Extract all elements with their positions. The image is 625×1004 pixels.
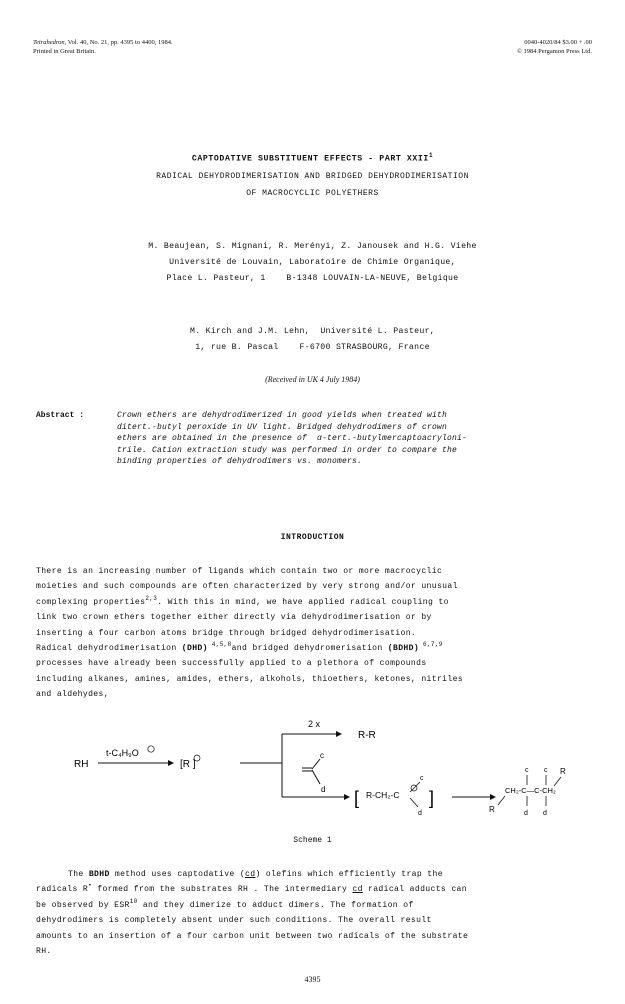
affiliation-2: 1, rue B. Pascal F-6700 STRASBOURG, France bbox=[195, 343, 430, 352]
text-line: RH. bbox=[36, 947, 52, 957]
intro-paragraph-2 bbox=[36, 867, 596, 959]
authors-group-2 bbox=[0, 324, 625, 356]
journal-citation bbox=[33, 38, 173, 56]
text-span: ) olefins which efficiently trap the bbox=[255, 870, 443, 879]
text-line: dehydrodimers is completely absent under such conditions. The overall result bbox=[36, 916, 432, 926]
affiliation-line-1: Université de Louvain, Laboratoire de Chimie Organique, bbox=[169, 258, 456, 267]
abbrev-dhd: (DHD) bbox=[181, 644, 208, 654]
text-line: moieties and such compounds are often characterized by very strong and/or unusual bbox=[36, 582, 458, 592]
reaction-scheme bbox=[60, 714, 580, 824]
product-bond bbox=[554, 777, 561, 786]
radical-dot-icon: • bbox=[88, 882, 93, 890]
citation-sup: 10 bbox=[129, 897, 138, 905]
text-span: radical adducts can bbox=[362, 885, 467, 895]
authors-group-1 bbox=[0, 239, 625, 287]
affiliation-line-2: Place L. Pasteur, 1 B-1348 LOUVAIN-LA-NEUVE, Belgique bbox=[166, 274, 459, 283]
copyright: © 1984 Pergamon Press Ltd. bbox=[516, 48, 592, 55]
abstract-body bbox=[117, 410, 592, 468]
abstract-label: Abstract : bbox=[36, 411, 85, 420]
section-heading-introduction: INTRODUCTION bbox=[280, 533, 345, 542]
abbrev-bdhd: (BDHD) bbox=[387, 644, 420, 654]
text-line bbox=[36, 641, 596, 656]
bracket-close: ] bbox=[429, 788, 435, 808]
text-span: formed from the substrates RH . The intermediary bbox=[92, 885, 353, 895]
reagent-label: t-C₄H₉O bbox=[106, 748, 139, 758]
text-span: be observed by ESR bbox=[36, 900, 130, 910]
text-span: complexing properties bbox=[36, 597, 146, 607]
text-line: including alkanes, amines, amides, ethers, alkohols, thioethers, ketones, nitriles bbox=[36, 674, 463, 684]
adduct-bond bbox=[410, 798, 418, 807]
text-span: and they dimerize to adduct dimers. The formation of bbox=[137, 900, 414, 910]
donor-label: d bbox=[321, 785, 326, 794]
title-footnote: 1 bbox=[428, 152, 434, 159]
product-d-label: d bbox=[524, 810, 528, 817]
journal-volume: , Vol. 40, No. 21, pp. 4395 to 4400, 1984. bbox=[64, 39, 173, 46]
olefin-bond bbox=[312, 770, 320, 784]
abbrev-bdhd: BDHD bbox=[88, 870, 110, 879]
product-bond bbox=[498, 796, 505, 805]
text-line bbox=[36, 898, 596, 913]
printed-in: Printed in Great Britain. bbox=[33, 48, 96, 55]
text-line bbox=[36, 882, 596, 897]
radical-dot-icon bbox=[148, 746, 154, 752]
abbrev-cd: cd bbox=[352, 885, 363, 895]
dimer-product: R-R bbox=[358, 730, 376, 741]
product-r-bottom: R bbox=[489, 805, 495, 814]
abstract-line: binding properties of dehydrodimers vs. monomers. bbox=[117, 457, 363, 466]
olefin-bond bbox=[312, 759, 320, 769]
text-span: and bridged dehydromerisation bbox=[231, 644, 388, 654]
product-c-label: c bbox=[544, 767, 548, 774]
text-span: . With this in mind, we have applied radical coupling to bbox=[157, 597, 449, 607]
text-line bbox=[36, 867, 596, 882]
adduct-d-label: d bbox=[418, 810, 422, 817]
radical-dot-icon bbox=[194, 755, 200, 761]
final-product: CH₂-C—C-CH₂ bbox=[505, 786, 556, 795]
reactant-rh: RH bbox=[74, 759, 89, 770]
text-span: method uses captodative ( bbox=[109, 870, 246, 879]
product-c-label: c bbox=[525, 767, 529, 774]
adduct-c-label: c bbox=[420, 775, 424, 782]
received-date: (Received in UK 4 July 1984) bbox=[265, 375, 360, 384]
arrow-head bbox=[344, 794, 350, 800]
product-r-top: R bbox=[560, 767, 566, 776]
product-d-label: d bbox=[543, 810, 547, 817]
author-names-2: M. Kirch and J.M. Lehn, Université L. Pasteur, bbox=[189, 327, 436, 336]
scheme-caption: Scheme 1 bbox=[293, 836, 332, 845]
citation-sup: 6,7,9 bbox=[419, 641, 443, 649]
text-line: inserting a four carbon atoms bridge through bridged dehydrodimerisation. bbox=[36, 628, 417, 638]
citation-sup: 4,5,8 bbox=[207, 641, 232, 649]
text-span: The bbox=[68, 870, 89, 879]
abstract-line: trile. Cation extraction study was performed in order to compare the bbox=[117, 445, 458, 455]
abstract-line: Crown ethers are dehydrodimerized in good yields when treated with bbox=[117, 411, 448, 420]
radical-intermediate: [R ] bbox=[180, 759, 196, 770]
journal-name: Tetrahedron bbox=[33, 39, 65, 46]
text-line: amounts to an insertion of a four carbon unit between two radicals of the substrate bbox=[36, 931, 469, 941]
price-code: 0040-4020/84 $3.00 + .00 bbox=[524, 39, 592, 46]
text-line bbox=[36, 595, 596, 610]
publisher-info bbox=[517, 38, 592, 56]
paper-title bbox=[0, 152, 625, 164]
abbrev-cd: cd bbox=[245, 870, 256, 879]
arrow-head bbox=[490, 794, 496, 800]
arrow-head bbox=[168, 760, 174, 766]
text-span: Radical dehydrodimerisation bbox=[36, 644, 182, 654]
text-line: There is an increasing number of ligands which contain two or more macrocyclic bbox=[36, 567, 443, 576]
title-line-2: RADICAL DEHYDRODIMERISATION AND BRIDGED DEHYDRODIMERISATION bbox=[156, 172, 469, 181]
text-span: radicals R bbox=[36, 885, 89, 895]
abstract-line: ditert.-butyl peroxide in UV light. Bridged dehydrodimers of crown bbox=[117, 422, 448, 432]
author-names: M. Beaujean, S. Mignani, R. Merényi, Z. Janousek and H.G. Viehe bbox=[148, 242, 477, 251]
citation-sup: 2,3 bbox=[145, 594, 158, 602]
bracket-open: [ bbox=[354, 788, 360, 808]
intro-paragraph-1 bbox=[36, 564, 596, 703]
text-line: link two crown ethers together either directly via dehydrodimerisation or by bbox=[36, 613, 432, 623]
abstract-line: ethers are obtained in the presence of α-tert.-butylmercaptoacryloni- bbox=[117, 434, 468, 443]
page-number: 4395 bbox=[304, 975, 321, 984]
title-line-3: OF MACROCYCLIC POLYETHERS bbox=[246, 189, 379, 198]
dimer-count: 2 x bbox=[308, 719, 321, 729]
text-line: processes have already been successfully applied to a plethora of compounds bbox=[36, 659, 427, 669]
adduct-radical: R-CH₂-C bbox=[366, 790, 400, 800]
title-main: CAPTODATIVE SUBSTITUENT EFFECTS - PART XXII bbox=[191, 154, 429, 164]
arrow-head bbox=[336, 731, 342, 737]
captor-label: c bbox=[320, 751, 324, 760]
text-line: and aldehydes, bbox=[36, 690, 109, 700]
